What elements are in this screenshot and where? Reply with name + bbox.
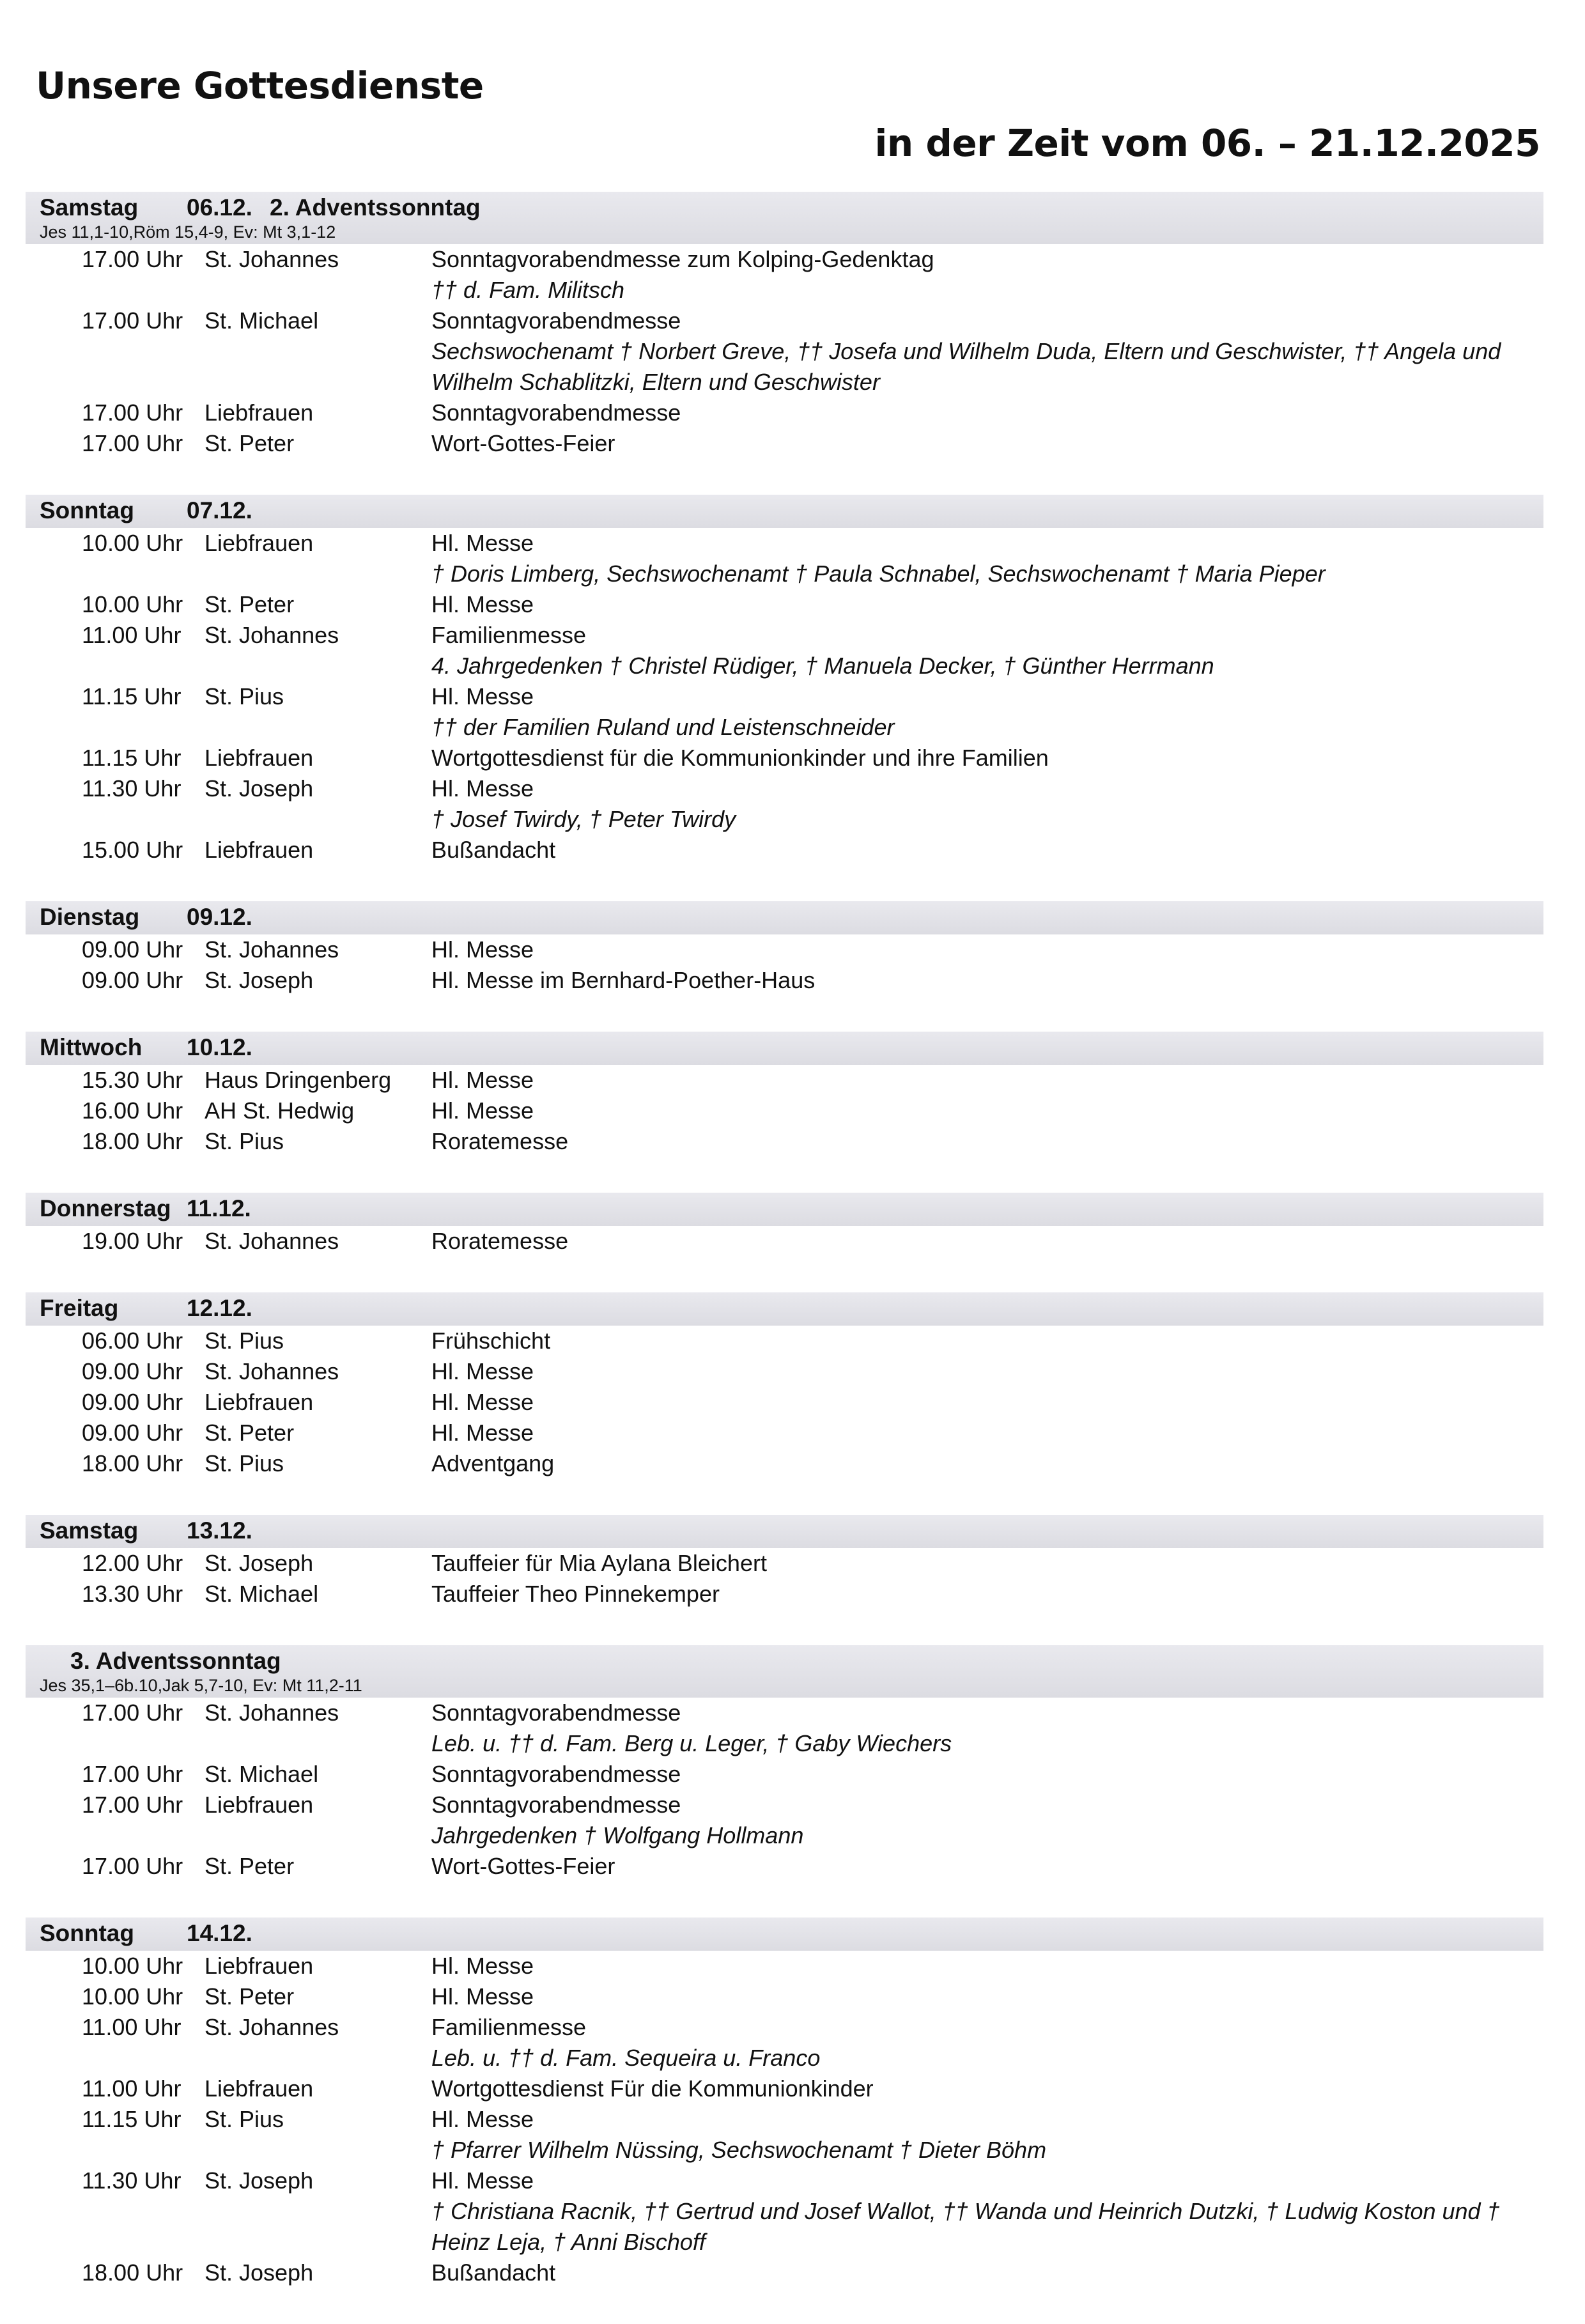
day-header-line — [40, 496, 1532, 525]
service-type: Familienmesse — [431, 2014, 587, 2040]
service-description — [431, 1226, 1543, 1257]
service-time: 09.00 Uhr — [82, 1420, 183, 1446]
service-type: Hl. Messe im Bernhard-Poether-Haus — [431, 967, 816, 993]
service-location: St. Johannes — [205, 622, 339, 648]
service-description — [431, 1851, 1543, 1882]
day-header — [26, 1917, 1543, 1951]
service-description — [431, 528, 1543, 589]
service-entry — [26, 965, 1543, 996]
feast-title: 2. Adventssonntag — [270, 194, 481, 221]
service-time: 12.00 Uhr — [82, 1550, 183, 1576]
service-entry — [26, 743, 1543, 773]
service-time: 09.00 Uhr — [82, 1389, 183, 1415]
intention-text: Leb. u. †† d. Fam. Sequeira u. Franco — [431, 2045, 821, 2071]
service-location: St. Pius — [205, 1328, 284, 1354]
service-description — [431, 1326, 1543, 1356]
service-location: Liebfrauen — [205, 1389, 314, 1415]
service-type: Familienmesse — [431, 622, 587, 648]
service-location: Liebfrauen — [205, 2075, 314, 2102]
day-header-line — [40, 1516, 1532, 1545]
service-entry — [26, 1579, 1543, 1609]
service-time: 16.00 Uhr — [82, 1097, 183, 1124]
service-description — [431, 1579, 1543, 1609]
service-entry — [26, 1226, 1543, 1257]
service-location: Haus Dringenberg — [205, 1067, 392, 1093]
service-type: Tauffeier Theo Pinnekemper — [431, 1581, 720, 1607]
service-entry — [26, 398, 1543, 428]
day-section — [26, 1193, 1543, 1257]
day-header-line — [40, 902, 1532, 932]
service-description — [431, 2165, 1543, 2258]
day-header-line — [40, 1294, 1532, 1323]
service-location: St. Peter — [205, 1420, 295, 1446]
day-date: 07.12. — [187, 497, 252, 523]
day-date: 10.12. — [187, 1034, 252, 1060]
day-name: Sonntag — [40, 497, 134, 523]
service-description — [431, 1790, 1543, 1851]
service-entry — [26, 1448, 1543, 1479]
service-description — [431, 398, 1543, 428]
service-description — [431, 1418, 1543, 1448]
service-entry — [26, 1356, 1543, 1387]
service-entry — [26, 2258, 1543, 2288]
service-entry — [26, 835, 1543, 865]
intention-text: †† d. Fam. Militsch — [431, 277, 625, 303]
intention-text: † Pfarrer Wilhelm Nüssing, Sechswochenamt † Dieter Böhm — [431, 2137, 1047, 2163]
day-name: Samstag — [40, 1517, 139, 1544]
day-date: 14.12. — [187, 1920, 252, 1946]
day-header — [26, 495, 1543, 528]
service-entry — [26, 306, 1543, 398]
service-location: St. Peter — [205, 1983, 295, 2010]
service-location: AH St. Hedwig — [205, 1097, 355, 1124]
day-name: Donnerstag — [40, 1195, 171, 1221]
service-entry — [26, 428, 1543, 459]
service-type: Wortgottesdienst für die Kommunionkinder und ihre Familien — [431, 745, 1049, 771]
service-description — [431, 773, 1543, 835]
service-type: Bußandacht — [431, 2259, 556, 2286]
service-type: Sonntagvorabendmesse — [431, 1792, 681, 1818]
service-time: 11.15 Uhr — [82, 2106, 182, 2132]
service-location: St. Peter — [205, 591, 295, 617]
service-type: Hl. Messe — [431, 591, 534, 617]
service-type: Roratemesse — [431, 1228, 569, 1254]
service-location: Liebfrauen — [205, 1953, 314, 1979]
day-header — [26, 1193, 1543, 1226]
service-entry — [26, 1851, 1543, 1882]
day-name: Mittwoch — [40, 1034, 143, 1060]
service-type: Wort-Gottes-Feier — [431, 1853, 615, 1879]
service-location: St. Johannes — [205, 246, 339, 272]
service-location: Liebfrauen — [205, 1792, 314, 1818]
service-time: 10.00 Uhr — [82, 1983, 183, 2010]
service-location: St. Joseph — [205, 1550, 314, 1576]
service-entry — [26, 2165, 1543, 2258]
service-type: Hl. Messe — [431, 1389, 534, 1415]
service-location: St. Pius — [205, 1128, 284, 1154]
service-time: 11.30 Uhr — [82, 775, 182, 802]
service-entry — [26, 1548, 1543, 1579]
intention-text: Sechswochenamt † Norbert Greve, †† Josefa und Wilhelm Duda, Eltern und Geschwister, †† Angela und Wilhelm Schablitzki, Eltern und Geschwister — [431, 338, 1501, 395]
service-description — [431, 1759, 1543, 1790]
intention-text: † Christiana Racnik, †† Gertrud und Josef Wallot, †† Wanda und Heinrich Dutzki, † Ludwig Koston und † Heinz Leja, † Anni Bischoff — [431, 2198, 1500, 2255]
service-entry — [26, 1981, 1543, 2012]
service-entry — [26, 1418, 1543, 1448]
service-type: Hl. Messe — [431, 1097, 534, 1124]
service-type: Roratemesse — [431, 1128, 569, 1154]
service-entry — [26, 681, 1543, 743]
service-location: St. Pius — [205, 1450, 284, 1476]
service-description — [431, 1356, 1543, 1387]
day-section — [26, 1292, 1543, 1479]
service-description — [431, 428, 1543, 459]
service-entry — [26, 2104, 1543, 2165]
service-time: 17.00 Uhr — [82, 1853, 183, 1879]
service-time: 10.00 Uhr — [82, 530, 183, 556]
service-type: Tauffeier für Mia Aylana Bleichert — [431, 1550, 767, 1576]
service-time: 17.00 Uhr — [82, 1792, 183, 1818]
service-description — [431, 1548, 1543, 1579]
service-entry — [26, 2012, 1543, 2073]
intention-text: 4. Jahrgedenken † Christel Rüdiger, † Manuela Decker, † Günther Herrmann — [431, 653, 1214, 679]
day-section — [26, 1515, 1543, 1609]
service-location: St. Joseph — [205, 967, 314, 993]
service-location: Liebfrauen — [205, 837, 314, 863]
day-name: Freitag — [40, 1295, 119, 1321]
day-name: Dienstag — [40, 904, 140, 930]
service-type: Hl. Messe — [431, 1067, 534, 1093]
day-header — [26, 1292, 1543, 1326]
service-location: St. Joseph — [205, 2167, 314, 2194]
service-description — [431, 965, 1543, 996]
day-header — [26, 1645, 1543, 1698]
day-section — [26, 1917, 1543, 2288]
service-time: 06.00 Uhr — [82, 1328, 183, 1354]
service-time: 11.00 Uhr — [82, 622, 182, 648]
day-section — [26, 495, 1543, 865]
service-description — [431, 1126, 1543, 1157]
service-location: St. Michael — [205, 1581, 319, 1607]
service-time: 17.00 Uhr — [82, 246, 183, 272]
intention-text: † Doris Limberg, Sechswochenamt † Paula Schnabel, Sechswochenamt † Maria Pieper — [431, 561, 1326, 587]
service-entry — [26, 528, 1543, 589]
service-time: 17.00 Uhr — [82, 399, 183, 426]
service-entry — [26, 1790, 1543, 1851]
service-time: 19.00 Uhr — [82, 1228, 183, 1254]
service-time: 10.00 Uhr — [82, 591, 183, 617]
service-entry — [26, 244, 1543, 306]
service-description — [431, 743, 1543, 773]
service-entry — [26, 1698, 1543, 1759]
scripture-readings: Jes 35,1–6b.10,Jak 5,7-10, Ev: Mt 11,2-11 — [40, 1676, 362, 1695]
service-time: 11.00 Uhr — [82, 2014, 182, 2040]
service-location: St. Peter — [205, 430, 295, 456]
service-entry — [26, 1387, 1543, 1418]
service-location: St. Johannes — [205, 1228, 339, 1254]
service-type: Hl. Messe — [431, 530, 534, 556]
day-header — [26, 1515, 1543, 1548]
service-description — [431, 589, 1543, 620]
service-type: Hl. Messe — [431, 936, 534, 963]
day-section — [26, 1032, 1543, 1157]
service-location: St. Johannes — [205, 1700, 339, 1726]
day-date: 06.12. — [187, 194, 252, 221]
service-description — [431, 2073, 1543, 2104]
service-entry — [26, 1326, 1543, 1356]
service-description — [431, 2012, 1543, 2073]
service-type: Sonntagvorabendmesse zum Kolping-Gedenktag — [431, 246, 934, 272]
service-description — [431, 2258, 1543, 2288]
service-time: 09.00 Uhr — [82, 967, 183, 993]
service-type: Hl. Messe — [431, 1953, 534, 1979]
service-type: Sonntagvorabendmesse — [431, 307, 681, 334]
service-type: Wortgottesdienst Für die Kommunionkinder — [431, 2075, 874, 2102]
service-entry — [26, 2073, 1543, 2104]
day-date: 11.12. — [187, 1195, 251, 1221]
day-section — [26, 1645, 1543, 1882]
service-type: Sonntagvorabendmesse — [431, 1761, 681, 1787]
service-description — [431, 1981, 1543, 2012]
service-location: St. Peter — [205, 1853, 295, 1879]
service-time: 13.30 Uhr — [82, 1581, 183, 1607]
page-title: Unsere Gottesdienste — [36, 64, 484, 107]
service-time: 17.00 Uhr — [82, 307, 183, 334]
service-time: 09.00 Uhr — [82, 1358, 183, 1384]
service-type: Sonntagvorabendmesse — [431, 1700, 681, 1726]
service-description — [431, 1951, 1543, 1981]
service-location: St. Joseph — [205, 2259, 314, 2286]
day-header — [26, 1032, 1543, 1065]
day-header-line — [40, 1194, 1532, 1223]
service-description — [431, 2104, 1543, 2165]
service-location: Liebfrauen — [205, 399, 314, 426]
service-description — [431, 306, 1543, 398]
service-description — [431, 1387, 1543, 1418]
scripture-readings: Jes 11,1-10,Röm 15,4-9, Ev: Mt 3,1-12 — [40, 222, 336, 242]
service-type: Wort-Gottes-Feier — [431, 430, 615, 456]
intention-text: Jahrgedenken † Wolfgang Hollmann — [431, 1822, 804, 1848]
service-time: 18.00 Uhr — [82, 1450, 183, 1476]
service-location: St. Johannes — [205, 2014, 339, 2040]
service-location: St. Michael — [205, 307, 319, 334]
service-entry — [26, 1759, 1543, 1790]
service-time: 11.00 Uhr — [82, 2075, 182, 2102]
service-type: Adventgang — [431, 1450, 555, 1476]
service-time: 17.00 Uhr — [82, 1761, 183, 1787]
service-location: St. Joseph — [205, 775, 314, 802]
service-description — [431, 1448, 1543, 1479]
day-header — [26, 192, 1543, 244]
day-header — [26, 901, 1543, 934]
intention-text: Leb. u. †† d. Fam. Berg u. Leger, † Gaby Wiechers — [431, 1730, 952, 1756]
service-location: St. Michael — [205, 1761, 319, 1787]
feast-title: 3. Adventssonntag — [70, 1648, 281, 1674]
service-time: 18.00 Uhr — [82, 1128, 183, 1154]
day-name: Samstag — [40, 194, 139, 221]
service-type: Hl. Messe — [431, 1358, 534, 1384]
day-date: 12.12. — [187, 1295, 252, 1321]
service-description — [431, 244, 1543, 306]
service-description — [431, 1698, 1543, 1759]
service-description — [431, 1096, 1543, 1126]
service-entry — [26, 934, 1543, 965]
service-description — [431, 681, 1543, 743]
service-location: St. Johannes — [205, 1358, 339, 1384]
date-range-subtitle: in der Zeit vom 06. – 21.12.2025 — [874, 121, 1540, 165]
service-type: Frühschicht — [431, 1328, 551, 1354]
service-time: 11.15 Uhr — [82, 745, 182, 771]
service-description — [431, 934, 1543, 965]
service-entry — [26, 589, 1543, 620]
intention-text: † Josef Twirdy, † Peter Twirdy — [431, 806, 736, 832]
service-description — [431, 1065, 1543, 1096]
service-entry — [26, 1951, 1543, 1981]
service-schedule — [26, 192, 1543, 2324]
service-location: Liebfrauen — [205, 530, 314, 556]
service-time: 11.15 Uhr — [82, 683, 182, 709]
service-entry — [26, 620, 1543, 681]
service-location: Liebfrauen — [205, 745, 314, 771]
service-description — [431, 620, 1543, 681]
service-type: Hl. Messe — [431, 2106, 534, 2132]
service-time: 15.30 Uhr — [82, 1067, 183, 1093]
service-time: 17.00 Uhr — [82, 430, 183, 456]
service-time: 17.00 Uhr — [82, 1700, 183, 1726]
service-type: Bußandacht — [431, 837, 556, 863]
intention-text: †† der Familien Ruland und Leistenschneider — [431, 714, 895, 740]
service-type: Hl. Messe — [431, 775, 534, 802]
service-entry — [26, 1096, 1543, 1126]
day-date: 13.12. — [187, 1517, 252, 1544]
day-header-line — [40, 1646, 1532, 1676]
service-type: Hl. Messe — [431, 2167, 534, 2194]
service-location: St. Pius — [205, 2106, 284, 2132]
day-section — [26, 192, 1543, 459]
service-type: Hl. Messe — [431, 683, 534, 709]
service-location: St. Johannes — [205, 936, 339, 963]
service-time: 11.30 Uhr — [82, 2167, 182, 2194]
service-time: 09.00 Uhr — [82, 936, 183, 963]
service-time: 10.00 Uhr — [82, 1953, 183, 1979]
day-date: 09.12. — [187, 904, 252, 930]
service-entry — [26, 773, 1543, 835]
service-type: Hl. Messe — [431, 1420, 534, 1446]
service-entry — [26, 1065, 1543, 1096]
day-section — [26, 901, 1543, 996]
day-header-line — [40, 1033, 1532, 1062]
service-location: St. Pius — [205, 683, 284, 709]
service-description — [431, 835, 1543, 865]
service-time: 15.00 Uhr — [82, 837, 183, 863]
day-name: Sonntag — [40, 1920, 134, 1946]
day-header-line — [40, 193, 1532, 222]
day-header-line — [40, 1919, 1532, 1948]
service-type: Hl. Messe — [431, 1983, 534, 2010]
service-entry — [26, 1126, 1543, 1157]
service-time: 18.00 Uhr — [82, 2259, 183, 2286]
service-type: Sonntagvorabendmesse — [431, 399, 681, 426]
